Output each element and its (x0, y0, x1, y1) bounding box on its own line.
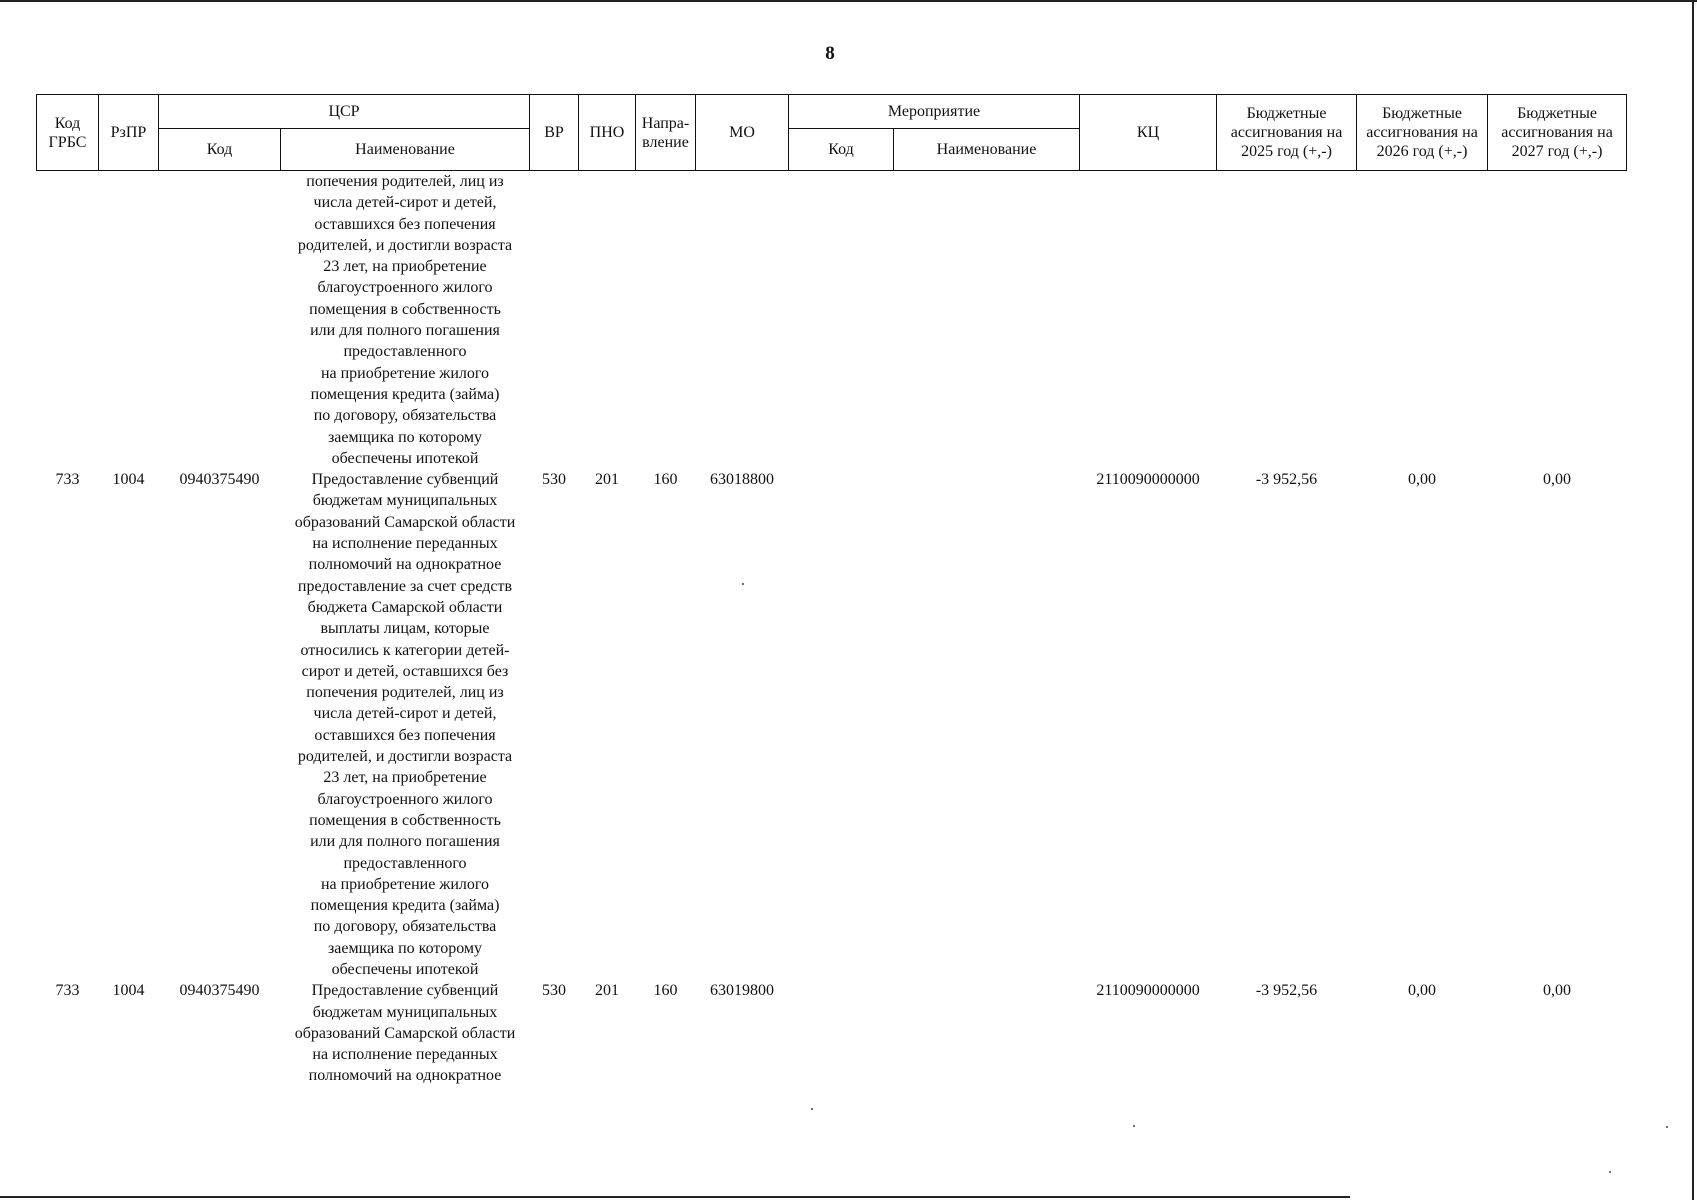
cell-rzpr: 1004 (112, 471, 145, 489)
cell-budget-2026: 0,00 (1408, 471, 1437, 489)
cell-kc: 2110090000000 (1096, 471, 1200, 489)
bottom-scan-line (0, 1196, 1350, 1198)
name-line: помещения кредита (займа) (310, 897, 500, 915)
header-napravlenie: Напра-вление (636, 95, 696, 171)
name-line: помещения кредита (займа) (310, 385, 500, 403)
name-line: образований Самарской области (294, 513, 516, 531)
name-line: выплаты лицам, которые (320, 620, 490, 638)
cell-mer-name (894, 980, 1080, 1086)
cell-mer-code (789, 980, 894, 1086)
name-line: образований Самарской области (294, 1024, 516, 1042)
name-line: благоустроенного жилого (317, 790, 493, 808)
name-line: на приобретение жилого (320, 364, 490, 382)
name-line: полномочий на однократное (308, 556, 502, 574)
name-line: 23 лет, на приобретение (323, 769, 487, 787)
cell-budget-2027: 0,00 (1543, 471, 1572, 489)
name-line: или для полного погашения (310, 322, 500, 340)
name-line: по договору, обязательства (313, 918, 497, 936)
name-line: попечения родителей, лиц из (306, 173, 504, 190)
cell-csr-name (281, 980, 530, 1086)
page-number: 8 (825, 43, 835, 64)
cell-grbs: 733 (55, 982, 80, 1000)
header-mo: МО (696, 95, 789, 171)
cell-grbs: 733 (55, 471, 80, 489)
cell-budget-2026: 0,00 (1408, 982, 1437, 1000)
name-line: оставшихся без попечения (314, 726, 496, 744)
name-line: Предоставление субвенций (311, 471, 499, 489)
continuation-name-cell (281, 171, 530, 470)
cell-rzpr: 1004 (112, 982, 145, 1000)
name-line: полномочий на однократное (308, 1067, 502, 1085)
header-vr: ВР (530, 95, 579, 171)
name-line: бюджетам муниципальных (312, 1003, 498, 1021)
cell-mo: 63019800 (710, 982, 774, 1000)
cell-mo: 63018800 (710, 471, 774, 489)
cell-vr: 530 (542, 471, 566, 489)
name-line: бюджетам муниципальных (312, 492, 498, 510)
name-line: числа детей-сирот и детей, (313, 194, 497, 212)
header-kc: КЦ (1080, 95, 1217, 171)
header-budget-2027: Бюджетные ассигнования на 2027 год (+,-) (1488, 95, 1627, 171)
name-line: родителей, и достигли возраста (297, 236, 513, 254)
cell-csr-name (281, 469, 530, 980)
scan-speck (1133, 1125, 1135, 1127)
name-line: сирот и детей, оставшихся без (301, 662, 509, 680)
header-pno: ПНО (579, 95, 636, 171)
scan-speck (811, 1108, 813, 1110)
header-mer-name: Наименование (894, 129, 1080, 171)
cell-mer-name (894, 469, 1080, 980)
header-budget-2026: Бюджетные ассигнования на 2026 год (+,-) (1357, 95, 1488, 171)
name-line: предоставленного (343, 343, 467, 361)
table-row (37, 980, 1627, 1086)
name-line: числа детей-сирот и детей, (313, 705, 497, 723)
cell-pno: 201 (595, 982, 619, 1000)
header-mer-kod: Код (789, 129, 894, 171)
name-line: попечения родителей, лиц из (306, 684, 504, 702)
scan-speck (1609, 1171, 1611, 1173)
name-line: на исполнение переданных (312, 1046, 498, 1064)
cell-budget-2025: -3 952,56 (1255, 982, 1318, 1000)
table-row-continuation (37, 171, 1627, 470)
cell-napravlenie: 160 (653, 471, 678, 489)
scan-speck (1666, 1126, 1668, 1128)
name-line: благоустроенного жилого (317, 279, 493, 297)
name-line: Предоставление субвенций (311, 982, 499, 1000)
cell-napravlenie: 160 (653, 982, 678, 1000)
header-csr-kod: Код (159, 129, 281, 171)
cell-mer-code (789, 469, 894, 980)
name-line: 23 лет, на приобретение (323, 258, 487, 276)
cell-budget-2025: -3 952,56 (1255, 471, 1318, 489)
table-row (37, 469, 1627, 980)
top-scan-line (0, 0, 1697, 2)
name-line: бюджета Самарской области (307, 598, 503, 616)
header-csr-name: Наименование (281, 129, 530, 171)
name-line: на приобретение жилого (320, 875, 490, 893)
name-line: оставшихся без попечения (314, 215, 496, 233)
header-meropriyatie: Мероприятие (789, 95, 1080, 129)
cell-csr-code: 0940375490 (179, 471, 260, 489)
header-rzpr: РзПР (99, 95, 159, 171)
name-line: родителей, и достигли возраста (297, 748, 513, 766)
name-line: помещения в собственность (309, 811, 501, 829)
header-kod-grbs: Код ГРБС (37, 95, 99, 171)
cell-kc: 2110090000000 (1096, 982, 1200, 1000)
name-line: предоставленного (343, 854, 467, 872)
name-line: обеспечены ипотекой (331, 960, 479, 978)
header-csr: ЦСР (159, 95, 530, 129)
name-line: помещения в собственность (309, 300, 501, 318)
name-line: или для полного погашения (310, 833, 500, 851)
cell-vr: 530 (542, 982, 566, 1000)
name-line: на исполнение переданных (312, 535, 498, 553)
right-scan-line (1692, 0, 1694, 1200)
name-line: обеспечены ипотекой (331, 449, 479, 467)
name-line: заемщика по которому (327, 939, 483, 957)
name-line: по договору, обязательства (313, 407, 497, 425)
cell-pno: 201 (595, 471, 619, 489)
cell-csr-code: 0940375490 (179, 982, 260, 1000)
name-line: относились к категории детей- (300, 641, 510, 659)
name-line: предоставление за счет средств (297, 577, 513, 595)
budget-table (36, 94, 1627, 1087)
name-line: заемщика по которому (327, 428, 483, 446)
cell-budget-2027: 0,00 (1543, 982, 1572, 1000)
header-budget-2025: Бюджетные ассигнования на 2025 год (+,-) (1217, 95, 1357, 171)
